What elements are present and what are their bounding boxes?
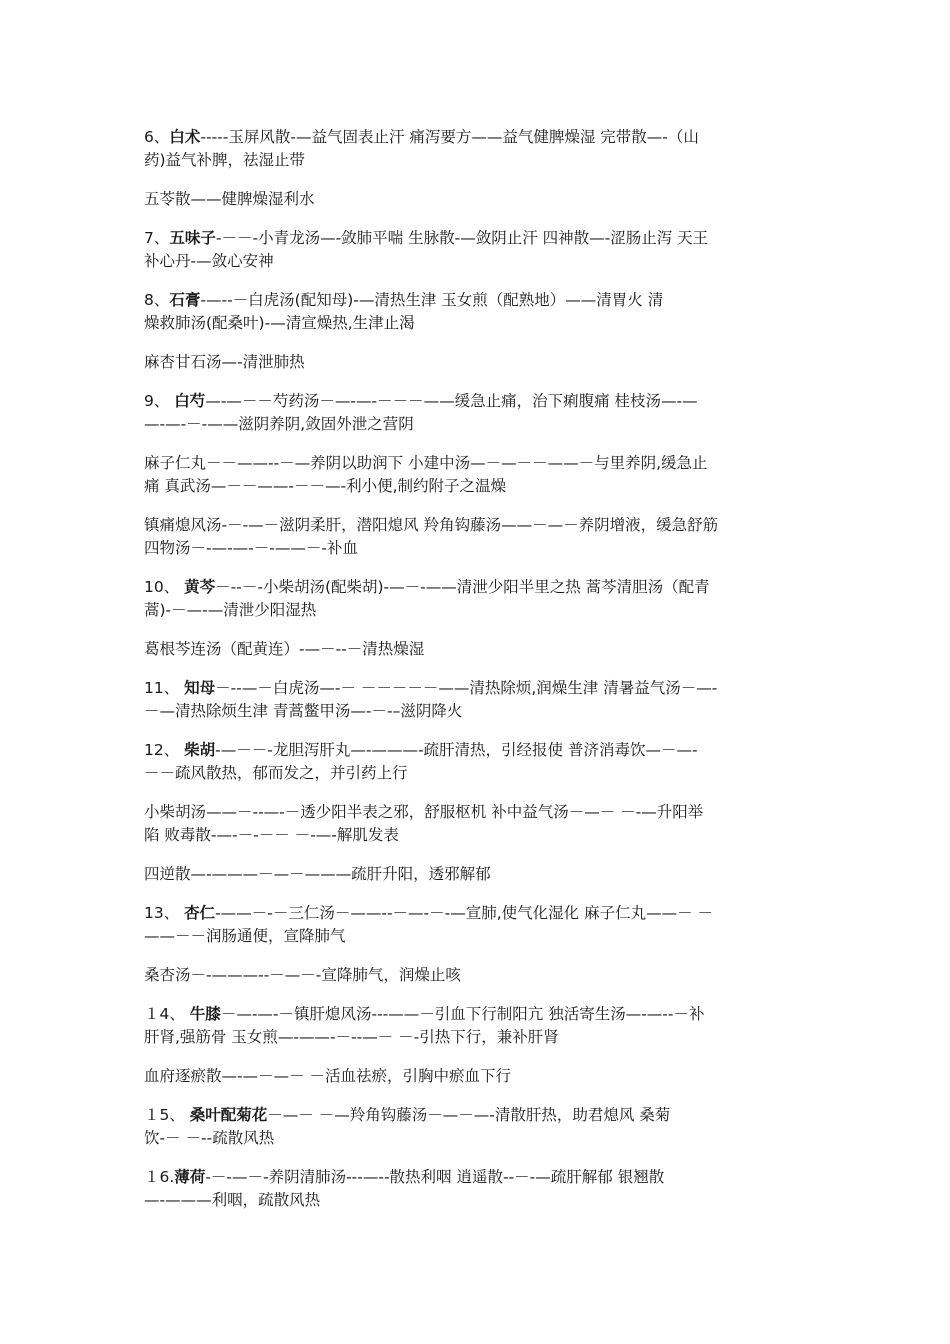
line-text: 小柴胡汤——－--—-－透少阳半表之邪，舒服枢机 补中益气汤－—－ －-—升阳举 bbox=[144, 803, 704, 821]
item-number: 10、 bbox=[144, 578, 185, 596]
text-line bbox=[144, 1166, 810, 1189]
text-line bbox=[144, 801, 810, 824]
text-line bbox=[144, 514, 810, 537]
formula-paragraph bbox=[144, 126, 810, 172]
line-text: －—清热除烦生津 青蒿鳖甲汤—-－-–滋阴降火 bbox=[144, 702, 463, 720]
line-text: 蒿)-－—-—清泄少阳湿热 bbox=[144, 601, 317, 619]
formula-paragraph bbox=[144, 801, 810, 847]
text-line bbox=[144, 925, 810, 948]
line-text: -—--－白虎汤(配知母)-—清热生津 玉女煎（配熟地）——清胃火 清 bbox=[200, 291, 664, 309]
item-number: 7、 bbox=[144, 229, 170, 247]
herb-name: 桑叶配菊花 bbox=[189, 1106, 268, 1124]
text-line bbox=[144, 1026, 810, 1049]
line-text: 葛根芩连汤（配黄连）-—－--－清热燥湿 bbox=[144, 640, 425, 658]
text-line bbox=[144, 475, 810, 498]
text-line bbox=[144, 762, 810, 785]
formula-paragraph bbox=[144, 677, 810, 723]
line-text: 麻子仁丸－－——--－—养阴以助润下 小建中汤—－—－－——－与里养阴,缓急止 bbox=[144, 454, 708, 472]
text-line bbox=[144, 863, 810, 886]
text-line bbox=[144, 964, 810, 987]
item-number: 13、 bbox=[144, 904, 185, 922]
document-page bbox=[144, 126, 810, 1228]
line-text: －—－ －—羚角钩藤汤－—－—-清散肝热，助君熄风 桑菊 bbox=[267, 1106, 671, 1124]
line-text: 饮-－ －--疏散风热 bbox=[144, 1129, 275, 1147]
text-line bbox=[144, 638, 810, 661]
line-text: －—-—-－镇肝熄风汤---——－引血下行制阳亢 独活寄生汤—-—--－补 bbox=[220, 1005, 705, 1023]
text-line bbox=[144, 739, 810, 762]
text-line bbox=[144, 413, 810, 436]
text-line bbox=[144, 390, 810, 413]
text-line bbox=[144, 1065, 810, 1088]
formula-paragraph bbox=[144, 1065, 810, 1088]
text-line bbox=[144, 1189, 810, 1212]
item-number: 9、 bbox=[144, 392, 175, 410]
text-line bbox=[144, 537, 810, 560]
text-line bbox=[144, 1104, 810, 1127]
herb-name: 知母 bbox=[184, 679, 216, 697]
text-line bbox=[144, 677, 810, 700]
line-text: 药)益气补脾，祛湿止带 bbox=[144, 151, 306, 169]
text-line bbox=[144, 902, 810, 925]
line-text: -—－－-龙胆泻肝丸—-———-疏肝清热，引经报使 普济消毒饮—－—- bbox=[215, 741, 698, 759]
text-line bbox=[144, 351, 810, 374]
formula-paragraph bbox=[144, 863, 810, 886]
item-number: １4、 bbox=[144, 1005, 190, 1023]
formula-paragraph bbox=[144, 1166, 810, 1212]
formula-paragraph bbox=[144, 902, 810, 948]
formula-paragraph bbox=[144, 289, 810, 335]
text-line bbox=[144, 452, 810, 475]
herb-name: 黄芩 bbox=[184, 578, 216, 596]
formula-paragraph bbox=[144, 390, 810, 436]
formula-paragraph bbox=[144, 227, 810, 273]
line-text: 补心丹-—敛心安神 bbox=[144, 252, 274, 270]
text-line bbox=[144, 700, 810, 723]
formula-paragraph bbox=[144, 1104, 810, 1150]
formula-paragraph bbox=[144, 638, 810, 661]
text-line bbox=[144, 250, 810, 273]
line-text: －－疏风散热，郁而发之，并引药上行 bbox=[144, 764, 408, 782]
line-text: -－－-小青龙汤—-敛肺平喘 生脉散-—敛阴止汗 四神散—-涩肠止泻 天王 bbox=[215, 229, 709, 247]
item-number: 8、 bbox=[144, 291, 170, 309]
herb-name: 牛膝 bbox=[189, 1005, 221, 1023]
herb-name: 柴胡 bbox=[184, 741, 216, 759]
formula-paragraph bbox=[144, 739, 810, 785]
line-text: 肝肾,强筋骨 玉女煎—-——-－--—－ －-引热下行，兼补肝肾 bbox=[144, 1028, 559, 1046]
text-line bbox=[144, 126, 810, 149]
herb-name: 薄荷 bbox=[174, 1168, 206, 1186]
line-text: 镇痛熄风汤-－-—－滋阴柔肝，潜阳熄风 羚角钩藤汤——－—－养阴增液，缓急舒筋 bbox=[144, 516, 719, 534]
formula-paragraph bbox=[144, 452, 810, 498]
text-line bbox=[144, 576, 810, 599]
text-line bbox=[144, 188, 810, 211]
text-line bbox=[144, 1127, 810, 1150]
item-number: １6. bbox=[144, 1168, 175, 1186]
item-number: 12、 bbox=[144, 741, 185, 759]
line-text: 麻杏甘石汤—-清泄肺热 bbox=[144, 353, 305, 371]
line-text: 燥救肺汤(配桑叶)-—清宣燥热,生津止渴 bbox=[144, 314, 415, 332]
line-text: -－-—－-养阴清肺汤---—--散热利咽 逍遥散--－-—疏肝解郁 银翘散 bbox=[205, 1168, 665, 1186]
herb-name: 石膏 bbox=[169, 291, 201, 309]
item-number: 6、 bbox=[144, 128, 170, 146]
line-text: ——－－润肠通便，宣降肺气 bbox=[144, 927, 346, 945]
line-text: 四物汤－-—-—-－-——－-补血 bbox=[144, 539, 358, 557]
line-text: —-———利咽，疏散风热 bbox=[144, 1191, 321, 1209]
line-text: -----玉屏风散-—益气固表止汗 痛泻要方——益气健脾燥湿 完带散—-（山 bbox=[200, 128, 699, 146]
text-line bbox=[144, 149, 810, 172]
herb-name: 白术 bbox=[169, 128, 201, 146]
text-line bbox=[144, 289, 810, 312]
line-text: －--－-小柴胡汤(配柴胡)-—－-——清泄少阳半里之热 蒿芩清胆汤（配青 bbox=[215, 578, 710, 596]
item-number: 11、 bbox=[144, 679, 185, 697]
formula-paragraph bbox=[144, 964, 810, 987]
formula-paragraph bbox=[144, 351, 810, 374]
formula-paragraph bbox=[144, 1003, 810, 1049]
line-text: —-—-－-——滋阴养阴,敛固外泄之营阴 bbox=[144, 415, 414, 433]
text-line bbox=[144, 227, 810, 250]
line-text: —-—－－芍药汤－—-—-－－－——缓急止痛，治下痢腹痛 桂枝汤—-— bbox=[205, 392, 698, 410]
line-text: -——－-－三仁汤－——--－—-－-—宣肺,使气化湿化 麻子仁丸——－ － bbox=[215, 904, 714, 922]
text-line bbox=[144, 824, 810, 847]
formula-paragraph bbox=[144, 576, 810, 622]
line-text: 血府逐瘀散—-—－—－ －活血祛瘀，引胸中瘀血下行 bbox=[144, 1067, 512, 1085]
herb-name: 五味子 bbox=[169, 229, 216, 247]
line-text: 陷 败毒散-—-－-－－ －-—-解肌发表 bbox=[144, 826, 399, 844]
line-text: 五苓散——健脾燥湿利水 bbox=[144, 190, 315, 208]
text-line bbox=[144, 1003, 810, 1026]
line-text: 痛 真武汤—－－——-－－—-利小便,制约附子之温燥 bbox=[144, 477, 507, 495]
text-line bbox=[144, 599, 810, 622]
text-line bbox=[144, 312, 810, 335]
formula-paragraph bbox=[144, 188, 810, 211]
herb-name: 白芍 bbox=[174, 392, 206, 410]
item-number: １5、 bbox=[144, 1106, 190, 1124]
line-text: 四逆散—-———－—－———疏肝升阳，透邪解郁 bbox=[144, 865, 491, 883]
herb-name: 杏仁 bbox=[184, 904, 216, 922]
line-text: 桑杏汤－-———--－—－-宣降肺气，润燥止咳 bbox=[144, 966, 461, 984]
line-text: －--—－白虎汤—-－ －－－－－——清热除烦,润燥生津 清暑益气汤－—- bbox=[215, 679, 718, 697]
formula-paragraph bbox=[144, 514, 810, 560]
